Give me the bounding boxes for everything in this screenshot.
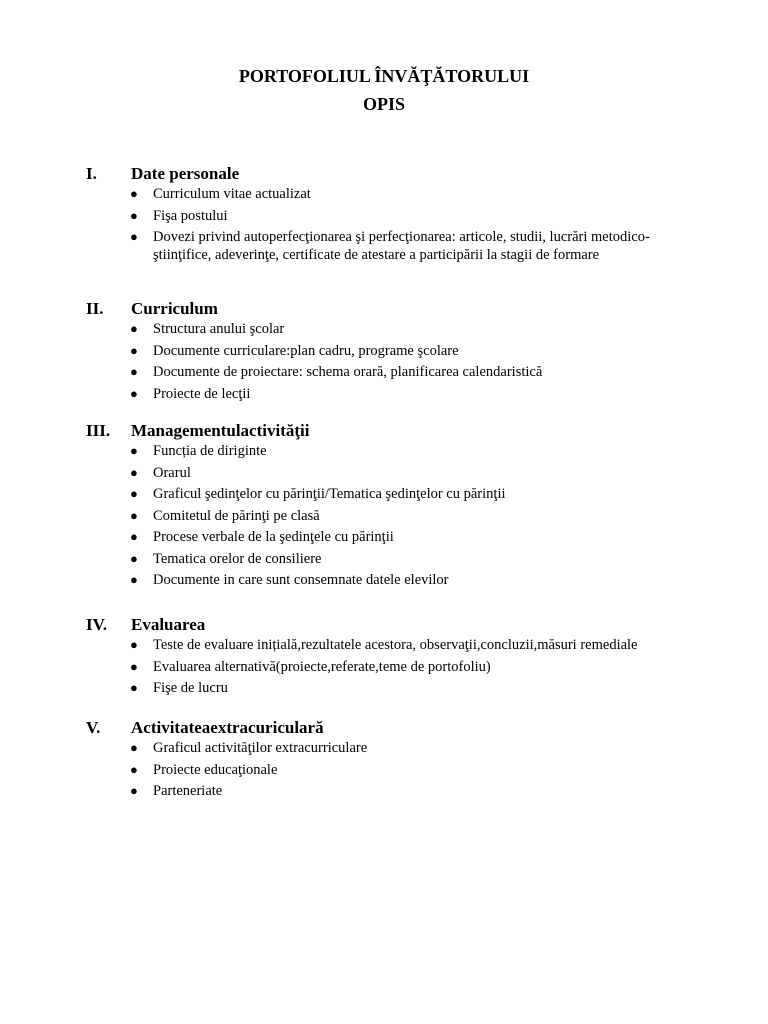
list-item — [0, 550, 768, 568]
list-item-text: Documente curriculare:plan cadru, programe şcolare — [153, 342, 459, 359]
section-number: IV. — [86, 615, 107, 634]
list-item — [0, 385, 768, 403]
list-item — [0, 507, 768, 525]
list-item-text: Fişe de lucru — [153, 680, 228, 696]
bullet-icon: ● — [130, 321, 138, 336]
list-item — [0, 528, 768, 546]
list-item-text: Graficul activităţilor extracurriculare — [153, 740, 368, 756]
section-title: Managementulactivităţii — [131, 421, 310, 440]
section-number: V. — [86, 718, 101, 737]
list-item — [0, 228, 768, 264]
list-item — [0, 761, 768, 779]
list-item — [0, 207, 768, 225]
list-item — [0, 782, 768, 800]
document-title: PORTOFOLIUL ÎNVĂŢĂTORULUI — [238, 66, 530, 86]
section-number: II. — [86, 299, 104, 318]
list-item-text: Curriculum vitae actualizat — [153, 186, 311, 202]
list-item-text: Documente in care sunt consemnate datele elevilor — [153, 572, 449, 588]
list-item-text: Evaluarea alternativă(proiecte,referate,teme de portofoliu) — [153, 658, 491, 675]
bullet-icon: ● — [130, 464, 138, 480]
bullet-icon: ● — [130, 186, 138, 201]
list-item — [0, 636, 768, 654]
section-item-list — [0, 636, 768, 697]
list-item — [0, 464, 768, 482]
section-title: Date personale — [131, 164, 240, 183]
list-item-text: Procese verbale de la şedinţele cu părinţii — [153, 529, 394, 545]
list-item-text: Teste de evaluare inițială,rezultatele acestora, observaţii,concluzii,măsuri remediale — [153, 637, 638, 653]
bullet-icon: ● — [130, 342, 138, 358]
bullet-icon: ● — [130, 385, 138, 401]
list-item — [0, 342, 768, 360]
section-management — [0, 420, 768, 589]
section-item-list — [0, 320, 768, 403]
bullet-icon: ● — [130, 761, 138, 777]
list-item — [0, 571, 768, 589]
section-title: Evaluarea — [131, 615, 206, 634]
list-item — [0, 658, 768, 676]
section-evaluarea — [0, 614, 768, 697]
list-item-text: Dovezi privind autoperfecţionarea şi perfecţionarea: articole, studii, lucrări metodico-ştiinţifice, adeverinţe, certificate de atestare a participării la stagii de formare — [153, 229, 650, 263]
list-item-text: Proiecte educaţionale — [153, 761, 278, 778]
bullet-icon: ● — [130, 658, 138, 674]
list-item-text: Documente de proiectare: schema orară, planificarea calendaristică — [153, 364, 543, 380]
list-item-text: Structura anului şcolar — [153, 321, 285, 337]
list-item — [0, 185, 768, 203]
list-item-text: Fişa postului — [153, 207, 228, 224]
list-item-text: Comitetul de părinţi pe clasă — [153, 507, 320, 524]
section-heading — [0, 420, 768, 442]
section-date-personale — [0, 163, 768, 264]
list-item-text: Orarul — [153, 464, 191, 481]
list-item — [0, 320, 768, 338]
section-number: III. — [86, 421, 111, 440]
bullet-icon: ● — [130, 486, 138, 501]
section-heading — [0, 163, 768, 185]
list-item-text: Parteneriate — [153, 783, 223, 799]
section-heading — [0, 614, 768, 636]
list-item — [0, 485, 768, 503]
list-item-text: Graficul şedinţelor cu părinţii/Tematica şedinţelor cu părinţii — [153, 486, 506, 502]
bullet-icon: ● — [130, 680, 138, 695]
bullet-icon: ● — [130, 207, 138, 223]
section-extracurricular — [0, 717, 768, 800]
list-item — [0, 679, 768, 697]
bullet-icon: ● — [130, 443, 138, 458]
section-item-list — [0, 442, 768, 589]
bullet-icon: ● — [130, 783, 138, 798]
list-item-text: Funcția de diriginte — [153, 443, 267, 459]
list-item — [0, 442, 768, 460]
list-item-text: Tematica orelor de consiliere — [153, 550, 322, 567]
section-heading — [0, 298, 768, 320]
bullet-icon: ● — [130, 572, 138, 587]
bullet-icon: ● — [130, 637, 138, 652]
bullet-icon: ● — [130, 229, 138, 244]
document-subtitle: OPIS — [362, 94, 405, 114]
bullet-icon: ● — [130, 364, 138, 379]
section-title: Curriculum — [131, 299, 218, 318]
section-item-list — [0, 185, 768, 264]
section-title: Activitateaextracuriculară — [131, 718, 324, 737]
section-curriculum — [0, 298, 768, 403]
list-item — [0, 739, 768, 757]
list-item-text: Proiecte de lecţii — [153, 385, 251, 402]
list-item — [0, 363, 768, 381]
bullet-icon: ● — [130, 550, 138, 566]
bullet-icon: ● — [130, 529, 138, 544]
section-heading — [0, 717, 768, 739]
bullet-icon: ● — [130, 507, 138, 523]
section-item-list — [0, 739, 768, 800]
section-number: I. — [86, 164, 97, 183]
bullet-icon: ● — [130, 740, 138, 755]
